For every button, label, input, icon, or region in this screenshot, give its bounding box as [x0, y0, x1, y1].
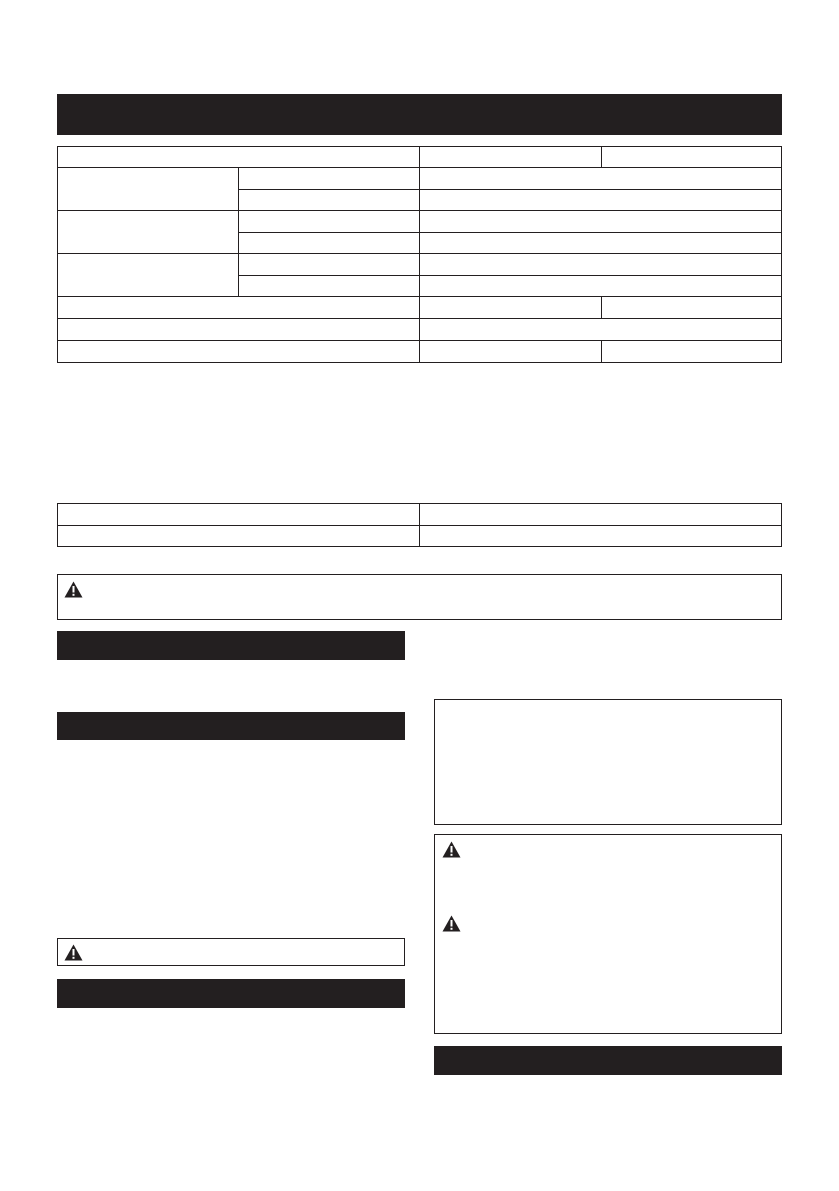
warning-triangle-icon: [442, 915, 461, 932]
spec-cell: [419, 167, 782, 190]
spec-cell: [419, 146, 602, 168]
spec-cell: [601, 340, 782, 363]
spec-group-label: [57, 210, 239, 254]
section-heading-bar: [57, 712, 405, 740]
section-heading-bar: [434, 1046, 782, 1075]
right-info-text: [441, 706, 775, 710]
warning-notice-text: [88, 579, 778, 583]
vibration-cell: [419, 525, 782, 547]
spec-cell: [57, 340, 420, 363]
spec-cell: [419, 189, 782, 211]
spec-cell: [238, 167, 420, 190]
spec-cell: [601, 146, 782, 168]
spec-cell: [238, 210, 420, 233]
page-title-bar: [57, 94, 782, 135]
right-warning-box: [434, 834, 782, 1034]
specifications-table: [57, 146, 782, 363]
right-info-box: [434, 699, 782, 825]
spec-cell: [238, 232, 420, 254]
spec-cell: [419, 232, 782, 254]
spec-cell: [419, 340, 602, 363]
spec-cell: [57, 296, 420, 319]
spec-cell: [419, 296, 602, 319]
spec-cell: [238, 253, 420, 276]
spec-cell: [57, 146, 420, 168]
section-heading-bar: [57, 979, 405, 1008]
spec-cell: [57, 318, 420, 341]
warning-triangle-icon: [64, 581, 83, 598]
left-warning-text: [88, 942, 400, 946]
vibration-cell: [419, 503, 782, 526]
warning-triangle-icon: [64, 944, 83, 961]
vibration-cell: [57, 503, 420, 526]
spec-cell: [419, 318, 782, 341]
warning-notice: [57, 574, 782, 620]
section-heading-bar: [57, 631, 405, 660]
vibration-table: [57, 503, 782, 547]
spec-cell: [601, 296, 782, 319]
warning-triangle-icon: [442, 841, 461, 858]
spec-group-label: [57, 253, 239, 297]
spec-cell: [419, 275, 782, 297]
vibration-cell: [57, 525, 420, 547]
spec-cell: [419, 210, 782, 233]
left-warning-box: [57, 938, 405, 966]
spec-cell: [238, 275, 420, 297]
spec-group-label: [57, 167, 239, 211]
spec-cell: [238, 189, 420, 211]
spec-cell: [419, 253, 782, 276]
